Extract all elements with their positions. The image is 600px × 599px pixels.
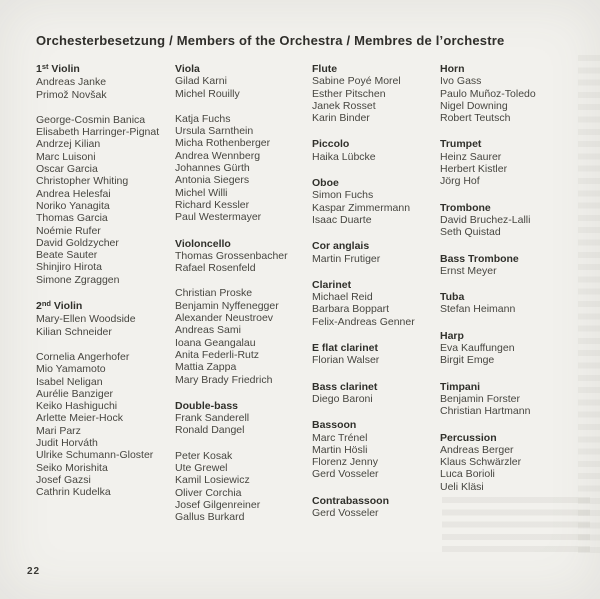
member-name: Antonia Siegers [175,174,250,187]
member-name: Mattia Zappa [175,361,237,374]
instrument-section [440,432,590,493]
section-heading: Clarinet [312,278,352,291]
member-name: Ute Grewel [175,462,228,475]
member-name: Richard Kessler [175,198,250,211]
member-name: Martin Hösli [312,443,368,456]
member-name: Aurélie Banziger [36,387,114,400]
section-heading: Trumpet [440,138,482,151]
ordinal-superscript: nd [41,299,52,309]
member-name: Ulrike Schumann-Gloster [36,449,154,462]
section-heading: E flat clarinet [312,342,378,355]
member-group [175,450,312,524]
member-name: Gallus Burkard [175,511,245,524]
member-name: Paulo Muñoz-Toledo [440,87,536,100]
member-name: Simon Fuchs [312,189,374,202]
member-name: Felix-Andreas Genner [312,315,415,328]
member-name: Cathrin Kudelka [36,486,111,499]
instrument-section [312,381,440,406]
member-group [440,265,590,277]
member-name: Gilad Karni [175,75,227,88]
section-heading: Flute [312,63,338,75]
member-name: George-Cosmin Banica [36,113,146,126]
section-heading: Oboe [312,177,339,190]
section-heading: 2nd Violin [36,299,83,313]
section-heading: Cor anglais [312,240,370,253]
section-heading: Harp [440,329,464,342]
member-name: Cornelia Angerhofer [36,350,130,363]
member-name: Herbert Kistler [440,163,508,176]
member-name: Christian Hartmann [440,405,531,418]
section-heading: Bass Trombone [440,252,519,265]
member-name: Ioana Geangalau [175,336,256,349]
instrument-section [312,240,440,265]
member-name: Elisabeth Harringer-Pignat [36,126,160,139]
member-name: Ivo Gass [440,75,482,88]
member-name: Andreas Janke [36,76,107,89]
member-name: Christian Proske [175,287,253,300]
member-name: Michael Reid [312,291,373,304]
member-group [175,412,312,437]
member-name: Benjamin Nyffenegger [175,299,279,312]
section-heading: 1st Violin [36,62,80,75]
member-name: Ernst Meyer [440,264,497,277]
member-group [440,214,590,239]
section-heading: Contrabassoon [312,494,390,507]
member-name: Alexander Neustroev [175,312,274,325]
member-name: Josef Gazsi [36,473,91,486]
section-heading: Double-bass [175,399,239,412]
member-group [440,151,590,188]
member-group [440,75,590,124]
member-name: Marc Trénel [312,431,368,444]
member-group [312,432,440,481]
member-name: Florian Walser [312,354,380,367]
member-name: Rafael Rosenfeld [175,262,256,275]
instrument-section [440,138,590,187]
member-name: Benjamin Forster [440,392,520,405]
member-name: Barbara Boppart [312,303,390,316]
member-name: Ueli Kläsi [440,480,484,493]
member-name: Micha Rothenberger [175,137,271,150]
instrument-section [36,63,176,286]
ordinal-superscript: st [41,62,49,71]
section-heading: Viola [175,63,200,75]
member-name: Beate Sauter [36,249,98,262]
member-name: Seth Quistad [440,226,501,239]
section-heading: Bass clarinet [312,380,378,393]
section-heading: Percussion [440,431,497,444]
member-name: Kaspar Zimmermann [312,201,411,214]
section-heading: Tuba [440,291,465,304]
member-name: Andrea Helesfai [36,187,111,200]
instrument-section [440,330,590,367]
member-name: Heinz Saurer [440,150,502,163]
instrument-section [175,400,312,524]
member-group [312,393,440,405]
member-name: Ronald Dangel [175,424,245,437]
member-group [312,189,440,226]
member-name: Primož Novšak [36,88,107,101]
member-name: David Bruchez-Lalli [440,213,531,226]
member-name: Ursula Sarnthein [175,125,254,138]
member-name: Shinjiro Hirota [36,261,102,274]
member-group [175,287,312,385]
member-name: Gerd Vosseler [312,468,379,481]
member-name: Isabel Neligan [36,375,103,388]
member-group [312,151,440,163]
column-violins [36,63,176,513]
member-group [175,75,312,100]
member-group [36,351,176,499]
member-group [175,113,312,224]
instrument-section [175,238,312,386]
member-name: Mari Parz [36,424,81,437]
instrument-section [312,342,440,367]
member-group [36,114,176,286]
member-name: Diego Baroni [312,392,373,405]
instrument-section [440,253,590,278]
member-name: Esther Pitschen [312,87,386,100]
member-name: Jörg Hof [440,175,480,188]
member-name: Keiko Hashiguchi [36,400,118,413]
instrument-section [36,300,176,498]
instrument-section [175,63,312,224]
member-name: Seiko Morishita [36,461,108,474]
member-name: Stefan Heimann [440,303,516,316]
member-name: Thomas Grossenbacher [175,249,288,262]
instrument-section [312,177,440,226]
member-name: Judit Horváth [36,437,98,450]
section-heading: Horn [440,63,465,75]
member-name: Noémie Rufer [36,224,101,237]
member-name: Haika Lübcke [312,150,376,163]
member-name: Mio Yamamoto [36,363,106,376]
member-name: Nigel Downing [440,99,508,112]
section-heading: Piccolo [312,138,350,151]
member-name: Birgit Emge [440,354,495,367]
member-name: Andreas Berger [440,443,514,456]
member-name: Florenz Jenny [312,456,378,469]
member-name: Andreas Sami [175,324,241,337]
member-group [440,342,590,367]
member-name: Kamil Losiewicz [175,474,250,487]
member-name: Martin Frutiger [312,252,381,265]
instrument-section [312,419,440,480]
member-group [36,76,176,101]
member-name: Mary-Ellen Woodside [36,313,136,326]
member-name: Andrzej Kilian [36,138,101,151]
member-group [440,444,590,493]
instrument-section [440,381,590,418]
instrument-section [312,495,440,520]
column-viola-cello-bass [175,63,312,538]
member-name: Josef Gilgenreiner [175,498,261,511]
member-name: Andrea Wennberg [175,149,261,162]
member-name: Johannes Gürth [175,162,250,175]
section-heading: Bassoon [312,419,357,432]
instrument-section [312,138,440,163]
member-name: Frank Sanderell [175,412,250,425]
member-name: David Goldzycher [36,236,119,249]
instrument-section [312,63,440,124]
member-name: Robert Teutsch [440,112,511,125]
member-group [440,303,590,315]
member-name: Kilian Schneider [36,325,112,338]
column-woodwinds [312,63,440,533]
instrument-section [312,279,440,328]
member-name: Gerd Vosseler [312,507,379,520]
member-group [36,313,176,338]
member-name: Simone Zgraggen [36,273,120,286]
member-name: Mary Brady Friedrich [175,373,273,386]
member-name: Janek Rosset [312,99,376,112]
member-name: Katja Fuchs [175,112,231,125]
section-heading: Violoncello [175,237,231,250]
page-title: Orchesterbesetzung / Members of the Orchestra / Membres de l’orchestre [36,33,505,48]
member-group [312,291,440,328]
member-name: Karin Binder [312,112,370,125]
member-name: Michel Rouilly [175,87,240,100]
member-group [312,507,440,519]
column-brass-percussion [440,63,590,507]
member-group [440,393,590,418]
member-name: Oliver Corchia [175,486,242,499]
section-heading: Timpani [440,380,481,393]
member-name: Christopher Whiting [36,175,129,188]
member-group [312,75,440,124]
member-name: Anita Federli-Rutz [175,348,260,361]
member-name: Noriko Yanagita [36,199,110,212]
member-name: Oscar Garcia [36,163,98,176]
member-name: Luca Borioli [440,468,495,481]
instrument-section [440,202,590,239]
section-heading: Trombone [440,201,491,214]
instrument-section [440,63,590,124]
member-name: Michel Willi [175,186,228,199]
member-name: Klaus Schwärzler [440,456,522,469]
instrument-section [440,291,590,316]
member-group [312,354,440,366]
member-name: Paul Westermayer [175,211,262,224]
member-group [175,250,312,275]
page-number: 22 [27,566,41,577]
member-name: Thomas Garcia [36,212,108,225]
member-name: Isaac Duarte [312,213,372,226]
member-group [312,253,440,265]
member-name: Sabine Poyé Morel [312,75,401,88]
member-name: Eva Kauffungen [440,342,515,355]
member-name: Arlette Meier-Hock [36,412,123,425]
member-name: Peter Kosak [175,449,233,462]
member-name: Marc Luisoni [36,150,96,163]
